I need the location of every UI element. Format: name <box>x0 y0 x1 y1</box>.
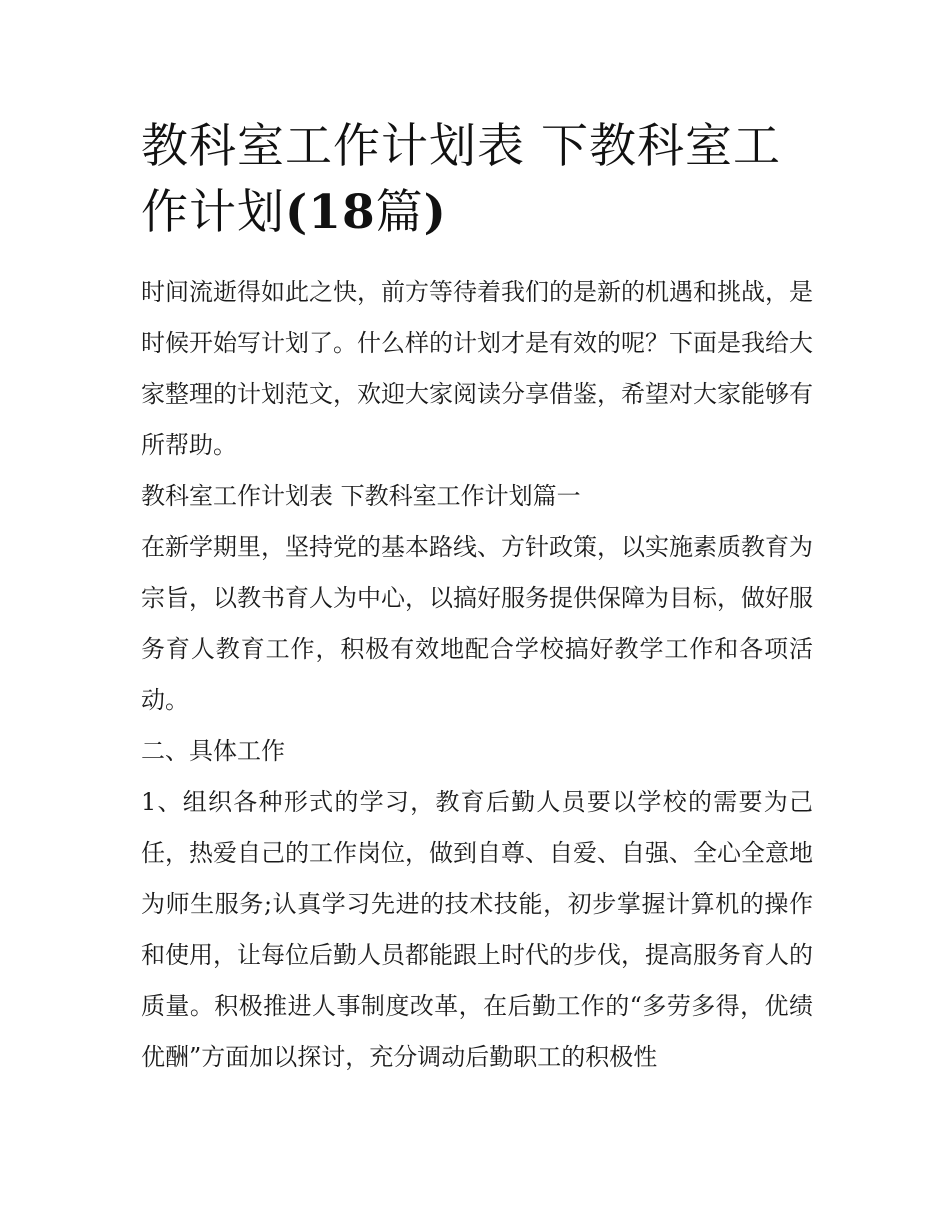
title-unit: 篇 <box>375 185 424 240</box>
subheading-specific-work: 二、具体工作 <box>141 737 285 765</box>
section-heading: 教科室工作计划表 下教科室工作计划篇一 <box>141 482 581 510</box>
title-count: (18 <box>285 185 376 240</box>
body-paragraph-1: 在新学期里，坚持党的基本路线、方针政策，以实施素质教育为宗旨，以教书育人为中心，以搞好服务提供保障为目标，做好服务育人教育工作，积极有效地配合学校搞好教学工作和各项活动。 <box>141 533 813 714</box>
title-close-paren: ) <box>423 185 447 240</box>
title-text: 教科室工作计划表 下教科室工作计划 <box>141 119 781 240</box>
body-paragraph-2: 1、组织各种形式的学习，教育后勤人员要以学校的需要为己任，热爱自己的工作岗位，做到自尊、自爱、自强、全心全意地为师生服务;认真学习先进的技术技能，初步掌握计算机的操作和使用，让每位后勤人员都能跟上时代的步伐，提高服务育人的质量。积极推进人事制度改革，在后勤工作的“多劳多得，优绩优酬”方面加以探讨，充分调动后勤职工的积极性 <box>141 788 813 1071</box>
document-content <box>141 114 813 1083</box>
document-title <box>141 114 813 246</box>
intro-paragraph: 时间流逝得如此之快，前方等待着我们的是新的机遇和挑战，是时候开始写计划了。什么样的计划才是有效的呢？下面是我给大家整理的计划范文，欢迎大家阅读分享借鉴，希望对大家能够有所帮助。 <box>141 278 813 459</box>
